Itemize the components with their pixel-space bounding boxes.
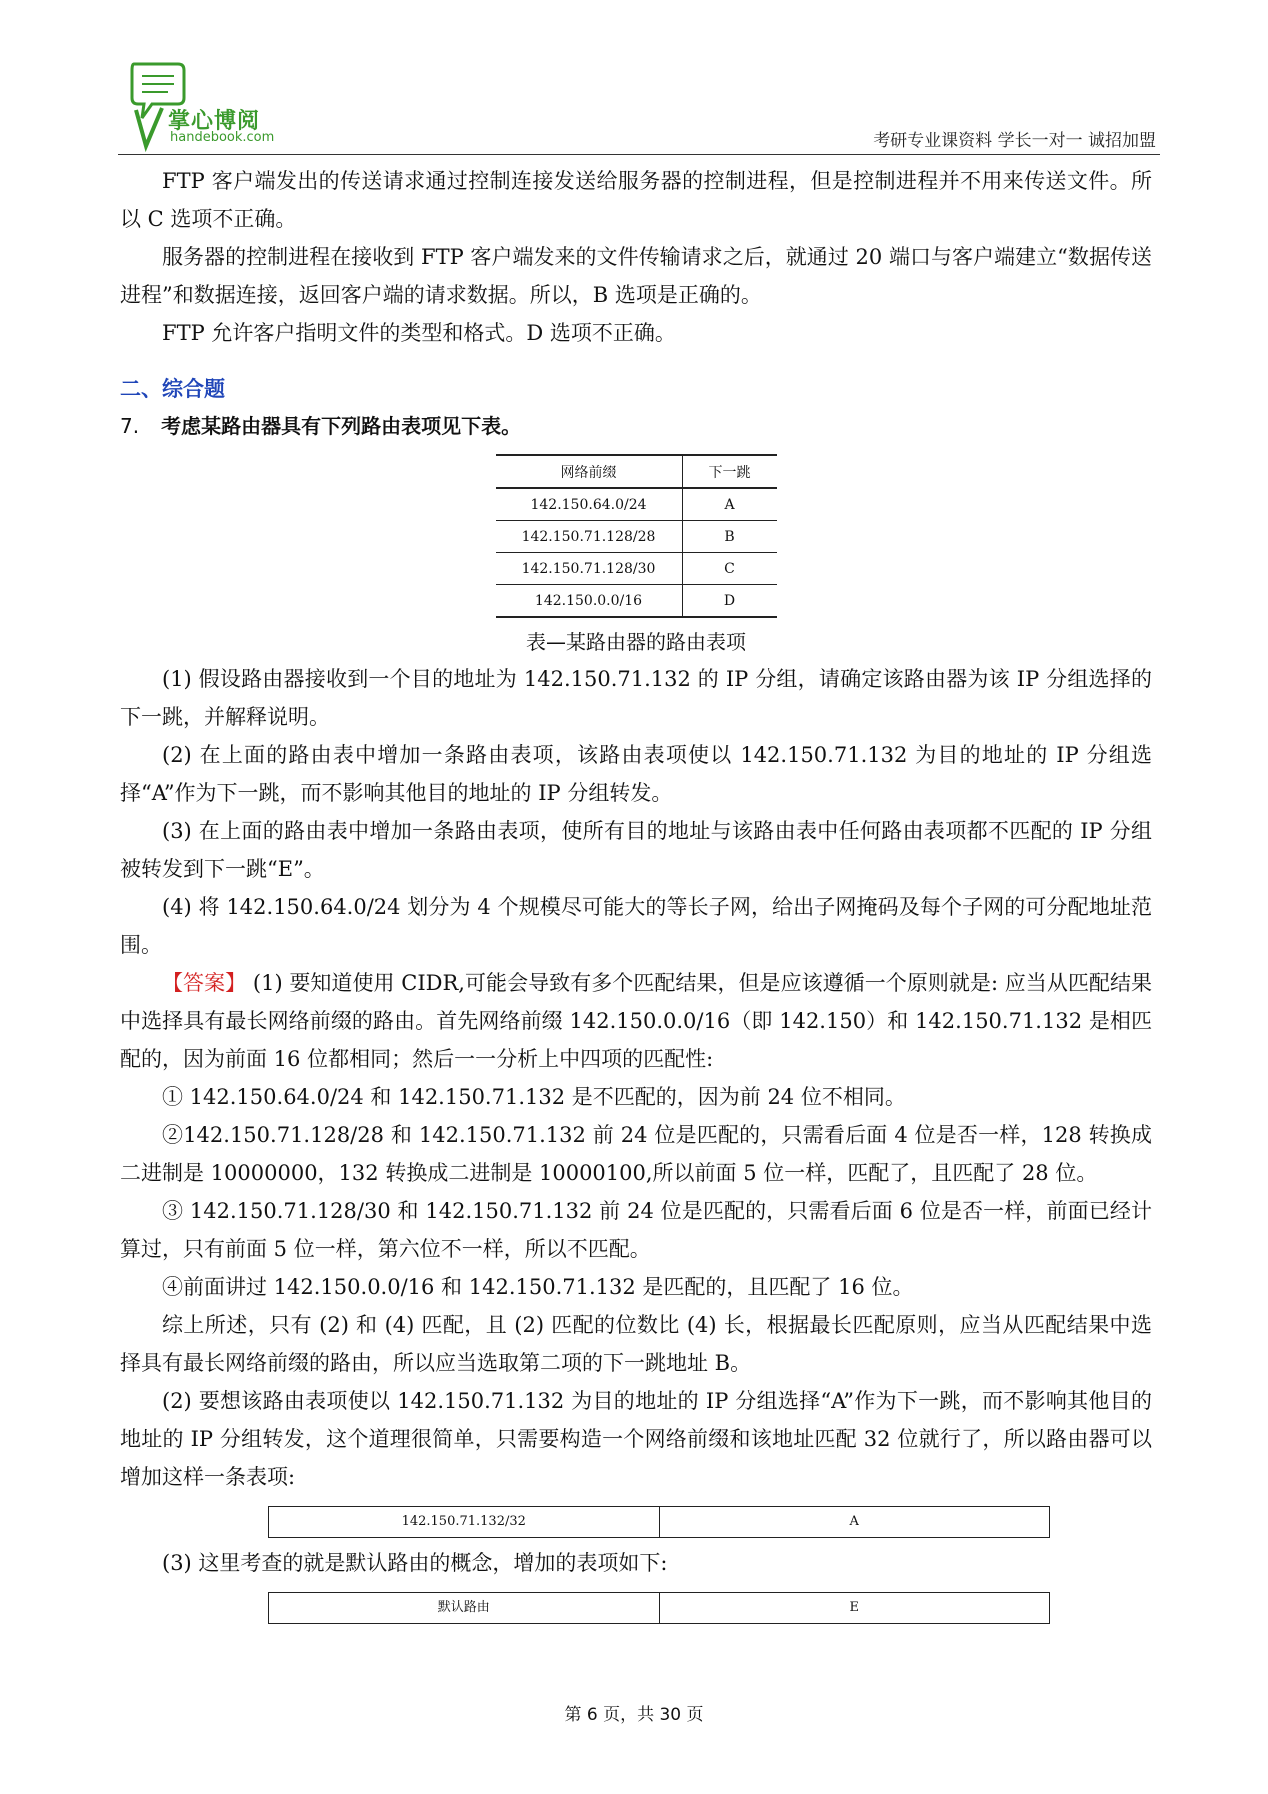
table-header-row: [496, 455, 777, 488]
table-cell: A: [682, 488, 777, 521]
answer-item: ④前面讲过 142.150.0.0/16 和 142.150.71.132 是匹配的，且匹配了 16 位。: [162, 1275, 914, 1299]
sub-question: (4) 将 142.150.64.0/24 划分为 4 个规模尽可能大的等长子网，给出子网掩码及每个子网的可分配地址范围。: [120, 895, 1152, 957]
logo-url: handebook.com: [170, 130, 275, 145]
question-text: 考虑某路由器具有下列路由表项见下表。: [161, 414, 522, 438]
entry-next-hop: A: [849, 1514, 859, 1529]
question-number: 7.: [120, 414, 140, 438]
answer-intro: [120, 964, 1152, 1078]
section-heading: 二、综合题: [120, 377, 225, 401]
entry-prefix: 默认路由: [269, 1593, 660, 1623]
page-number: 第 6 页，共 30 页: [564, 1705, 704, 1725]
table-row: [496, 521, 777, 553]
table-cell: 142.150.0.0/16: [496, 585, 683, 618]
table-row: [496, 585, 777, 618]
table-cell: C: [682, 553, 777, 585]
header-divider: [118, 154, 1160, 155]
table-caption: 表—某路由器的路由表项: [526, 630, 746, 654]
table-cell: D: [682, 585, 777, 618]
entry-next-hop: E: [849, 1600, 859, 1615]
main-content: [120, 162, 1152, 1630]
logo-name: 掌心博阅: [168, 109, 261, 134]
sub-question: (3) 在上面的路由表中增加一条路由表项，使所有目的地址与该路由表中任何路由表项都不匹配的 IP 分组被转发到下一跳“E”。: [120, 819, 1152, 881]
answer-item: ① 142.150.64.0/24 和 142.150.71.132 是不匹配的，因为前 24 位不相同。: [162, 1085, 906, 1109]
header-tagline: 考研专业课资料 学长一对一 诚招加盟: [873, 131, 1156, 151]
table-cell: 142.150.71.128/30: [496, 553, 683, 585]
paragraph: FTP 允许客户指明文件的类型和格式。D 选项不正确。: [162, 321, 676, 345]
answer-intro-text: (1) 要知道使用 CIDR,可能会导致有多个匹配结果，但是应该遵循一个原则就是: 应当从匹配结果中选择具有最长网络前缀的路由。首先网络前缀 142.150.0.0/16（即 142.150）和 142.150.71.132 是相匹配的，因为前面 16 位都相同；然后一一分析上中四项的匹配性:: [120, 971, 1153, 1071]
entry-box-2: [268, 1506, 1050, 1538]
sub-question: (1) 假设路由器接收到一个目的地址为 142.150.71.132 的 IP 分组，请确定该路由器为该 IP 分组选择的下一跳，并解释说明。: [120, 667, 1152, 729]
paragraph: FTP 客户端发出的传送请求通过控制连接发送给服务器的控制进程，但是控制进程并不用来传送文件。所以 C 选项不正确。: [120, 169, 1152, 231]
table-row: [496, 553, 777, 585]
answer-tag: 【答案】: [162, 971, 247, 995]
answer-item: ②142.150.71.128/28 和 142.150.71.132 前 24 位是匹配的，只需看后面 4 位是否一样，128 转换成二进制是 10000000，132 转换成二进制是 10000100,所以前面 5 位一样，匹配了，且匹配了 28 位。: [120, 1123, 1152, 1185]
table-cell: 142.150.71.128/28: [496, 521, 683, 553]
answer-part2: (2) 要想该路由表项使以 142.150.71.132 为目的地址的 IP 分组选择“A”作为下一跳，而不影响其他目的地址的 IP 分组转发，这个道理很简单，只需要构造一个网络前缀和该地址匹配 32 位就行了，所以路由器可以增加这样一条表项:: [120, 1389, 1152, 1489]
sub-question: (2) 在上面的路由表中增加一条路由表项，该路由表项使以 142.150.71.132 为目的地址的 IP 分组选择“A”作为下一跳，而不影响其他目的地址的 IP 分组转发。: [120, 743, 1152, 805]
answer-item: 综上所述，只有 (2) 和 (4) 匹配，且 (2) 匹配的位数比 (4) 长，根据最长匹配原则，应当从匹配结果中选择具有最长网络前缀的路由，所以应当选取第二项的下一跳地址 B。: [120, 1313, 1152, 1375]
table-header: 下一跳: [682, 455, 777, 488]
table-cell: 142.150.64.0/24: [496, 488, 683, 521]
entry-box-3: [268, 1592, 1050, 1624]
paragraph: 服务器的控制进程在接收到 FTP 客户端发来的文件传输请求之后，就通过 20 端口与客户端建立“数据传送进程”和数据连接，返回客户端的请求数据。所以，B 选项是正确的。: [120, 245, 1152, 307]
answer-part3: (3) 这里考查的就是默认路由的概念，增加的表项如下:: [162, 1551, 668, 1575]
entry-prefix: 142.150.71.132/32: [269, 1507, 660, 1537]
table-header: 网络前缀: [496, 455, 683, 488]
answer-item: ③ 142.150.71.128/30 和 142.150.71.132 前 24 位是匹配的，只需看后面 6 位是否一样，前面已经计算过，只有前面 5 位一样，第六位不一样，所以不匹配。: [120, 1199, 1152, 1261]
table-cell: B: [682, 521, 777, 553]
question-title: [120, 408, 1152, 444]
route-table: [496, 454, 777, 618]
table-row: [496, 488, 777, 521]
